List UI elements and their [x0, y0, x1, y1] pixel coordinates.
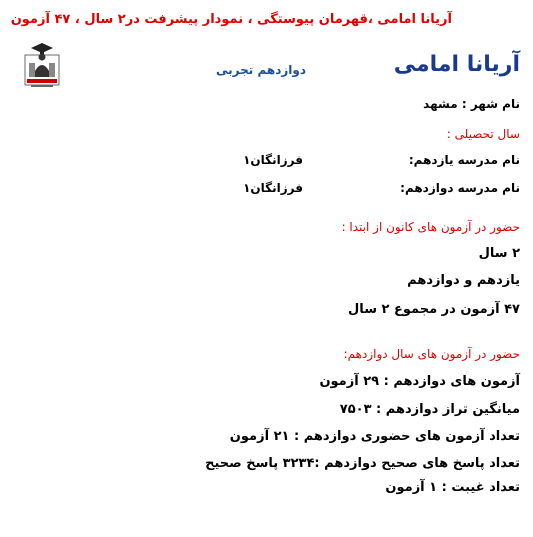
- history-years: ۲ سال: [478, 246, 520, 261]
- school-12-value: فرزانگان۱: [243, 181, 303, 195]
- school-11-label: نام مدرسه یازدهم:: [408, 153, 520, 167]
- history-grades: یازدهم و دوازدهم: [407, 273, 520, 288]
- school-11-value: فرزانگان۱: [243, 153, 303, 167]
- grade12-heading: حضور در آزمون های سال دوازدهم:: [343, 347, 520, 361]
- major-label: دوازدهم تجربی: [216, 63, 306, 77]
- grade12-attended: تعداد آزمون های حضوری دوازدهم : ۲۱ آزمون: [229, 429, 520, 444]
- graduate-logo-icon: [23, 41, 61, 89]
- school-12-label: نام مدرسه دوازدهم:: [400, 181, 520, 195]
- grade12-absent: تعداد غیبت : ۱ آزمون: [385, 480, 520, 495]
- city: نام شهر : مشهد: [423, 97, 520, 111]
- grade12-exams: آزمون های دوازدهم : ۲۹ آزمون: [319, 374, 520, 389]
- school-year-heading: سال تحصیلی :: [446, 127, 520, 141]
- grade12-correct: تعداد پاسخ های صحیح دوازدهم :۳۲۳۴ پاسخ صحیح: [205, 456, 520, 471]
- grade12-avg-score: میانگین تراز دوازدهم : ۷۵۰۳: [339, 402, 520, 417]
- student-name: آریانا امامی: [393, 52, 520, 77]
- headline: آریانا امامی ،قهرمان پیوستگی ، نمودار پیشرفت در۲ سال ، ۴۷ آزمون: [10, 12, 452, 27]
- history-heading: حضور در آزمون های کانون از ابتدا :: [341, 220, 520, 234]
- history-total: ۴۷ آزمون در مجموع ۲ سال: [348, 302, 520, 317]
